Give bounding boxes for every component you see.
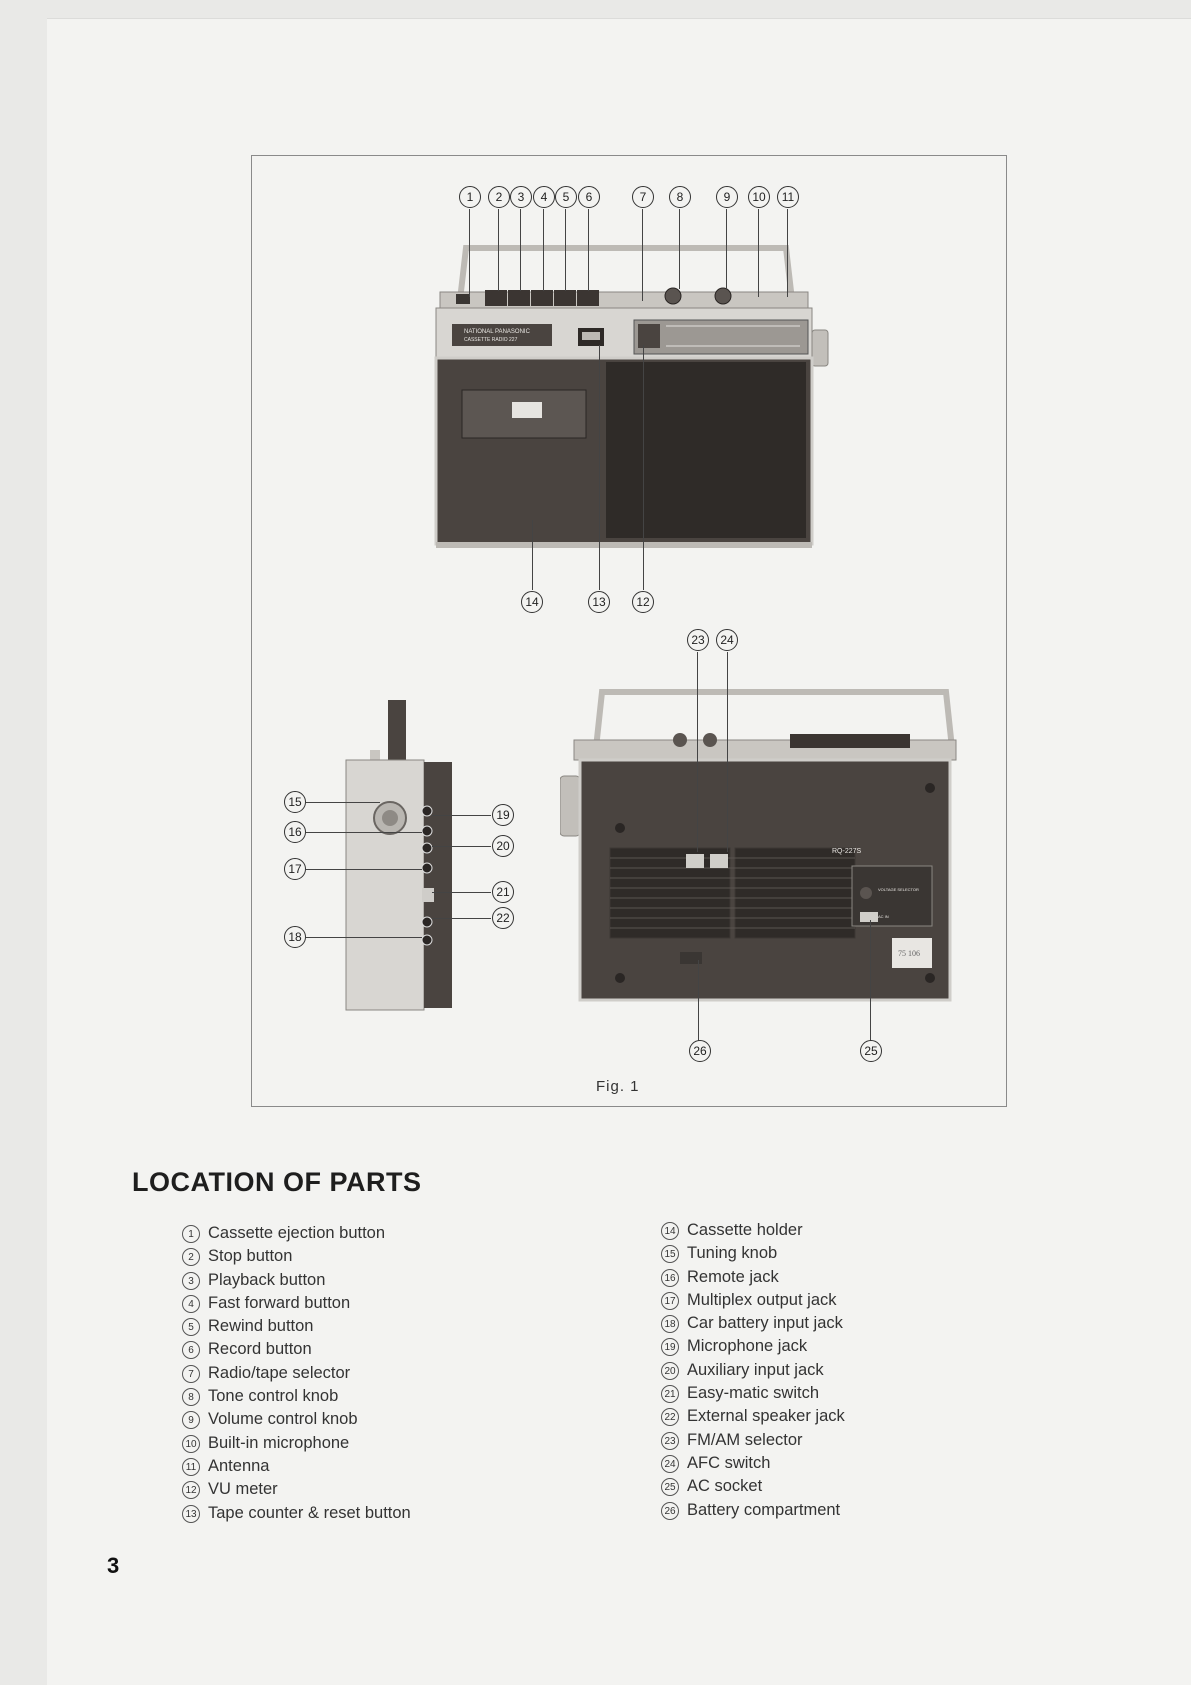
item-number: 3 xyxy=(182,1272,200,1290)
item-label: Car battery input jack xyxy=(687,1314,843,1333)
item-label: Tone control knob xyxy=(208,1387,339,1406)
item-number: 22 xyxy=(661,1408,679,1426)
item-number: 19 xyxy=(661,1338,679,1356)
callout-21: 21 xyxy=(492,881,514,903)
list-item xyxy=(182,1269,411,1292)
item-label: Microphone jack xyxy=(687,1337,808,1356)
rear-model-label: RQ-227S xyxy=(832,848,862,855)
callout-5: 5 xyxy=(555,186,577,208)
section-title: LOCATION OF PARTS xyxy=(132,1167,422,1197)
callout-25: 25 xyxy=(860,1040,882,1062)
item-label: Antenna xyxy=(208,1456,270,1475)
rear-voltage-label: VOLTAGE SELECTOR xyxy=(878,887,919,892)
item-number: 1 xyxy=(182,1225,200,1243)
item-number: 17 xyxy=(661,1292,679,1310)
leader-24 xyxy=(727,652,728,852)
list-item xyxy=(661,1382,845,1405)
item-label: Cassette ejection button xyxy=(208,1224,386,1242)
list-item xyxy=(182,1408,411,1431)
list-item xyxy=(661,1359,845,1382)
callout-3: 3 xyxy=(510,186,532,208)
leader-4 xyxy=(543,209,544,291)
item-label: AFC switch xyxy=(687,1453,771,1472)
callout-18: 18 xyxy=(284,926,306,948)
item-number: 20 xyxy=(661,1362,679,1380)
callout-22: 22 xyxy=(492,907,514,929)
item-number: 9 xyxy=(182,1411,200,1429)
list-item xyxy=(661,1219,845,1242)
item-number: 13 xyxy=(182,1505,200,1523)
rear-sticker-text: 75 106 xyxy=(898,949,920,958)
callout-10: 10 xyxy=(748,186,770,208)
item-label: VU meter xyxy=(208,1480,278,1499)
item-label: Remote jack xyxy=(687,1267,779,1286)
item-number: 16 xyxy=(661,1269,679,1287)
item-number: 26 xyxy=(661,1502,679,1520)
callout-9: 9 xyxy=(716,186,738,208)
item-label: AC socket xyxy=(687,1477,763,1496)
callout-17: 17 xyxy=(284,858,306,880)
item-number: 23 xyxy=(661,1432,679,1450)
callout-13: 13 xyxy=(588,591,610,613)
leader-18 xyxy=(306,937,422,938)
leader-2 xyxy=(498,209,499,291)
leader-10 xyxy=(758,209,759,297)
list-item xyxy=(182,1432,411,1455)
callout-11: 11 xyxy=(777,186,799,208)
item-label: Fast forward button xyxy=(208,1293,351,1312)
leader-19 xyxy=(432,815,491,816)
callout-12: 12 xyxy=(632,591,654,613)
item-label: Built-in microphone xyxy=(208,1433,350,1452)
leader-9 xyxy=(726,209,727,289)
side-view-photo xyxy=(340,700,460,1020)
list-item xyxy=(182,1478,411,1501)
parts-list-right xyxy=(661,1219,845,1522)
list-item xyxy=(182,1292,411,1315)
leader-12 xyxy=(643,345,644,590)
list-item xyxy=(661,1499,845,1522)
leader-25 xyxy=(870,920,871,1045)
item-label: Record button xyxy=(208,1340,312,1359)
item-number: 7 xyxy=(182,1365,200,1383)
callout-2: 2 xyxy=(488,186,510,208)
item-label: Radio/tape selector xyxy=(208,1363,351,1382)
list-item xyxy=(661,1429,845,1452)
leader-1 xyxy=(469,209,470,297)
item-number: 24 xyxy=(661,1455,679,1473)
item-number: 4 xyxy=(182,1295,200,1313)
item-number: 8 xyxy=(182,1388,200,1406)
leader-22 xyxy=(432,918,491,919)
leader-3 xyxy=(520,209,521,291)
leader-16 xyxy=(306,832,422,833)
callout-20: 20 xyxy=(492,835,514,857)
figure-caption: Fig. 1 xyxy=(596,1078,640,1095)
leader-26 xyxy=(698,960,699,1045)
list-item xyxy=(182,1222,411,1245)
item-label: Multiplex output jack xyxy=(687,1290,837,1309)
item-label: Rewind button xyxy=(208,1317,314,1336)
leader-20 xyxy=(432,846,491,847)
list-item xyxy=(661,1312,845,1335)
callout-4: 4 xyxy=(533,186,555,208)
callout-8: 8 xyxy=(669,186,691,208)
callout-24: 24 xyxy=(716,629,738,651)
item-label: Tape counter & reset button xyxy=(208,1503,411,1522)
callout-6: 6 xyxy=(578,186,600,208)
item-label: Stop button xyxy=(208,1247,293,1266)
list-item xyxy=(182,1245,411,1268)
leader-23 xyxy=(697,652,698,852)
item-number: 18 xyxy=(661,1315,679,1333)
list-item xyxy=(182,1362,411,1385)
callout-19: 19 xyxy=(492,804,514,826)
leader-11 xyxy=(787,209,788,297)
callout-26: 26 xyxy=(689,1040,711,1062)
list-item xyxy=(182,1502,411,1525)
list-item xyxy=(661,1266,845,1289)
rear-view-photo xyxy=(560,688,970,1008)
item-number: 14 xyxy=(661,1222,679,1240)
list-item xyxy=(182,1338,411,1361)
item-number: 6 xyxy=(182,1341,200,1359)
callout-15: 15 xyxy=(284,791,306,813)
item-label: Battery compartment xyxy=(687,1500,841,1519)
item-number: 12 xyxy=(182,1481,200,1499)
rear-ac-label: AC IN xyxy=(878,914,889,919)
list-item xyxy=(661,1335,845,1358)
item-number: 21 xyxy=(661,1385,679,1403)
page-number: 3 xyxy=(107,1553,120,1578)
front-view-photo xyxy=(430,240,830,560)
leader-15 xyxy=(306,802,380,803)
callout-23: 23 xyxy=(687,629,709,651)
item-number: 25 xyxy=(661,1478,679,1496)
callout-16: 16 xyxy=(284,821,306,843)
item-label: Volume control knob xyxy=(208,1410,358,1429)
list-item xyxy=(182,1315,411,1338)
list-item xyxy=(661,1475,845,1498)
item-number: 15 xyxy=(661,1245,679,1263)
leader-21 xyxy=(432,892,491,893)
item-label: Easy-matic switch xyxy=(687,1384,820,1403)
leader-5 xyxy=(565,209,566,291)
item-number: 5 xyxy=(182,1318,200,1336)
leader-7 xyxy=(642,209,643,301)
item-number: 11 xyxy=(182,1458,200,1476)
list-item xyxy=(182,1385,411,1408)
item-label: Tuning knob xyxy=(687,1244,778,1263)
leader-8 xyxy=(679,209,680,289)
front-brand-line2: CASSETTE RADIO 227 xyxy=(464,337,518,343)
item-number: 10 xyxy=(182,1435,200,1453)
callout-1: 1 xyxy=(459,186,481,208)
parts-list-left xyxy=(182,1222,411,1525)
list-item xyxy=(661,1289,845,1312)
item-number: 2 xyxy=(182,1248,200,1266)
list-item xyxy=(661,1242,845,1265)
leader-17 xyxy=(306,869,422,870)
list-item xyxy=(182,1455,411,1478)
callout-7: 7 xyxy=(632,186,654,208)
front-brand-line1: NATIONAL PANASONIC xyxy=(464,329,530,335)
callout-14: 14 xyxy=(521,591,543,613)
item-label: Auxiliary input jack xyxy=(687,1360,824,1379)
item-label: Cassette holder xyxy=(687,1221,803,1239)
list-item xyxy=(661,1405,845,1428)
item-label: External speaker jack xyxy=(687,1407,845,1426)
item-label: Playback button xyxy=(208,1270,326,1289)
list-item xyxy=(661,1452,845,1475)
leader-13 xyxy=(599,345,600,590)
leader-6 xyxy=(588,209,589,291)
item-label: FM/AM selector xyxy=(687,1430,803,1449)
leader-14 xyxy=(532,520,533,590)
